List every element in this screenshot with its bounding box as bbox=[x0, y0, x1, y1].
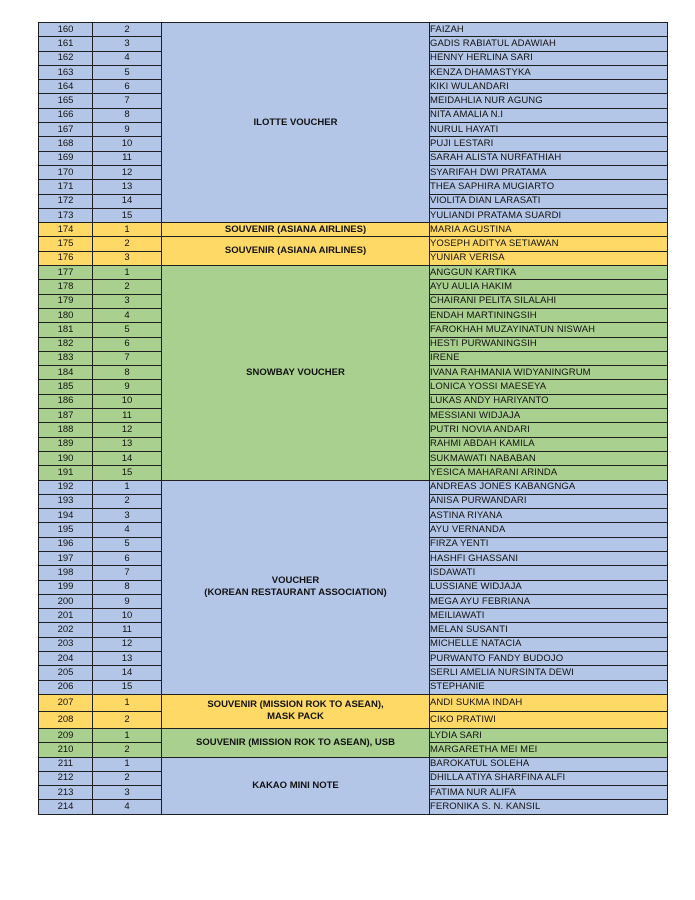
cell-group-index: 9 bbox=[93, 594, 162, 608]
cell-group-index: 7 bbox=[93, 351, 162, 365]
cell-winner-name: ANGGUN KARTIKA bbox=[430, 266, 668, 280]
cell-number: 162 bbox=[39, 51, 93, 65]
cell-winner-name: HENNY HERLINA SARI bbox=[430, 51, 668, 65]
cell-number: 185 bbox=[39, 380, 93, 394]
cell-group-index: 2 bbox=[93, 743, 162, 757]
table-row bbox=[39, 237, 668, 251]
cell-winner-name: MESSIANI WIDJAJA bbox=[430, 409, 668, 423]
table-row bbox=[39, 480, 668, 494]
cell-number: 164 bbox=[39, 80, 93, 94]
cell-group-index: 5 bbox=[93, 537, 162, 551]
cell-winner-name: ISDAWATI bbox=[430, 566, 668, 580]
cell-prize bbox=[162, 223, 430, 237]
prize-line: SOUVENIR (MISSION ROK TO ASEAN), bbox=[207, 699, 384, 711]
cell-group-index: 9 bbox=[93, 380, 162, 394]
cell-winner-name: IVANA RAHMANIA WIDYANINGRUM bbox=[430, 366, 668, 380]
cell-winner-name: MEIDAHLIA NUR AGUNG bbox=[430, 94, 668, 108]
cell-winner-name: ANISA PURWANDARI bbox=[430, 494, 668, 508]
table-row bbox=[39, 223, 668, 237]
cell-number: 214 bbox=[39, 800, 93, 814]
cell-prize bbox=[162, 266, 430, 480]
cell-winner-name: MELAN SUSANTI bbox=[430, 623, 668, 637]
cell-number: 176 bbox=[39, 251, 93, 265]
cell-number: 183 bbox=[39, 351, 93, 365]
cell-number: 200 bbox=[39, 594, 93, 608]
cell-winner-name: SARAH ALISTA NURFATHIAH bbox=[430, 151, 668, 165]
cell-winner-name: KIKI WULANDARI bbox=[430, 80, 668, 94]
cell-group-index: 2 bbox=[93, 494, 162, 508]
cell-number: 172 bbox=[39, 194, 93, 208]
cell-number: 205 bbox=[39, 666, 93, 680]
cell-number: 207 bbox=[39, 694, 93, 711]
cell-group-index: 3 bbox=[93, 251, 162, 265]
cell-group-index: 3 bbox=[93, 37, 162, 51]
cell-group-index: 4 bbox=[93, 51, 162, 65]
cell-number: 212 bbox=[39, 771, 93, 785]
cell-prize bbox=[162, 480, 430, 694]
cell-group-index: 1 bbox=[93, 266, 162, 280]
cell-group-index: 2 bbox=[93, 771, 162, 785]
cell-number: 198 bbox=[39, 566, 93, 580]
cell-winner-name: NURUL HAYATI bbox=[430, 123, 668, 137]
prize-line: SOUVENIR (ASIANA AIRLINES) bbox=[224, 245, 367, 257]
cell-number: 170 bbox=[39, 165, 93, 179]
cell-number: 180 bbox=[39, 308, 93, 322]
cell-group-index: 7 bbox=[93, 94, 162, 108]
cell-number: 196 bbox=[39, 537, 93, 551]
cell-winner-name: PURWANTO FANDY BUDOJO bbox=[430, 652, 668, 666]
cell-number: 181 bbox=[39, 323, 93, 337]
cell-winner-name: FAROKHAH MUZAYINATUN NISWAH bbox=[430, 323, 668, 337]
cell-number: 169 bbox=[39, 151, 93, 165]
cell-group-index: 1 bbox=[93, 728, 162, 742]
cell-group-index: 3 bbox=[93, 509, 162, 523]
cell-winner-name: LUSSIANE WIDJAJA bbox=[430, 580, 668, 594]
cell-number: 204 bbox=[39, 652, 93, 666]
cell-winner-name: FERONIKA S. N. KANSIL bbox=[430, 800, 668, 814]
cell-number: 178 bbox=[39, 280, 93, 294]
cell-group-index: 15 bbox=[93, 208, 162, 222]
cell-winner-name: YESICA MAHARANI ARINDA bbox=[430, 466, 668, 480]
cell-group-index: 15 bbox=[93, 466, 162, 480]
cell-group-index: 4 bbox=[93, 523, 162, 537]
cell-winner-name: NITA AMALIA N.I bbox=[430, 108, 668, 122]
cell-winner-name: ENDAH MARTININGSIH bbox=[430, 308, 668, 322]
cell-number: 161 bbox=[39, 37, 93, 51]
cell-group-index: 12 bbox=[93, 165, 162, 179]
cell-number: 202 bbox=[39, 623, 93, 637]
cell-winner-name: AYU VERNANDA bbox=[430, 523, 668, 537]
cell-winner-name: RAHMI ABDAH KAMILA bbox=[430, 437, 668, 451]
cell-winner-name: YOSEPH ADITYA SETIAWAN bbox=[430, 237, 668, 251]
cell-number: 160 bbox=[39, 23, 93, 37]
cell-group-index: 11 bbox=[93, 409, 162, 423]
cell-winner-name: MICHELLE NATACIA bbox=[430, 637, 668, 651]
prize-line: SOUVENIR (ASIANA AIRLINES) bbox=[224, 223, 367, 235]
cell-winner-name: SERLI AMELIA NURSINTA DEWI bbox=[430, 666, 668, 680]
cell-number: 187 bbox=[39, 409, 93, 423]
winners-table bbox=[38, 22, 668, 815]
cell-winner-name: BAROKATUL SOLEHA bbox=[430, 757, 668, 771]
cell-group-index: 4 bbox=[93, 800, 162, 814]
cell-number: 193 bbox=[39, 494, 93, 508]
cell-winner-name: YUNIAR VERISA bbox=[430, 251, 668, 265]
cell-winner-name: LYDIA SARI bbox=[430, 728, 668, 742]
cell-group-index: 13 bbox=[93, 180, 162, 194]
cell-group-index: 12 bbox=[93, 423, 162, 437]
table-row bbox=[39, 23, 668, 37]
cell-group-index: 2 bbox=[93, 711, 162, 728]
cell-group-index: 8 bbox=[93, 580, 162, 594]
cell-number: 191 bbox=[39, 466, 93, 480]
cell-group-index: 8 bbox=[93, 366, 162, 380]
cell-winner-name: THEA SAPHIRA MUGIARTO bbox=[430, 180, 668, 194]
prize-line: KAKAO MINI NOTE bbox=[252, 779, 339, 791]
cell-winner-name: YULIANDI PRATAMA SUARDI bbox=[430, 208, 668, 222]
cell-winner-name: CHAIRANI PELITA SILALAHI bbox=[430, 294, 668, 308]
cell-number: 208 bbox=[39, 711, 93, 728]
cell-prize bbox=[162, 237, 430, 266]
cell-winner-name: MEGA AYU FEBRIANA bbox=[430, 594, 668, 608]
cell-winner-name: AYU AULIA HAKIM bbox=[430, 280, 668, 294]
cell-winner-name: PUTRI NOVIA ANDARI bbox=[430, 423, 668, 437]
cell-winner-name: LUKAS ANDY HARIYANTO bbox=[430, 394, 668, 408]
cell-group-index: 9 bbox=[93, 123, 162, 137]
cell-number: 189 bbox=[39, 437, 93, 451]
cell-number: 168 bbox=[39, 137, 93, 151]
table-row bbox=[39, 694, 668, 711]
cell-group-index: 5 bbox=[93, 65, 162, 79]
cell-group-index: 14 bbox=[93, 666, 162, 680]
prize-line: SOUVENIR (MISSION ROK TO ASEAN), USB bbox=[196, 736, 395, 748]
cell-winner-name: PUJI LESTARI bbox=[430, 137, 668, 151]
cell-number: 167 bbox=[39, 123, 93, 137]
cell-winner-name: FIRZA YENTI bbox=[430, 537, 668, 551]
cell-prize bbox=[162, 23, 430, 223]
cell-winner-name: MEILIAWATI bbox=[430, 609, 668, 623]
prize-line: ILOTTE VOUCHER bbox=[253, 116, 338, 128]
prize-line: MASK PACK bbox=[267, 711, 324, 723]
prize-line: SNOWBAY VOUCHER bbox=[246, 366, 345, 378]
cell-number: 165 bbox=[39, 94, 93, 108]
cell-number: 201 bbox=[39, 609, 93, 623]
cell-group-index: 15 bbox=[93, 680, 162, 694]
cell-number: 194 bbox=[39, 509, 93, 523]
cell-group-index: 12 bbox=[93, 637, 162, 651]
cell-group-index: 11 bbox=[93, 623, 162, 637]
cell-number: 209 bbox=[39, 728, 93, 742]
cell-group-index: 3 bbox=[93, 294, 162, 308]
table-row bbox=[39, 757, 668, 771]
cell-winner-name: DHILLA ATIYA SHARFINA ALFI bbox=[430, 771, 668, 785]
cell-number: 182 bbox=[39, 337, 93, 351]
cell-winner-name: MARGARETHA MEI MEI bbox=[430, 743, 668, 757]
cell-number: 163 bbox=[39, 65, 93, 79]
table-row bbox=[39, 266, 668, 280]
cell-number: 173 bbox=[39, 208, 93, 222]
cell-prize bbox=[162, 757, 430, 814]
cell-winner-name: KENZA DHAMASTYKA bbox=[430, 65, 668, 79]
cell-winner-name: IRENE bbox=[430, 351, 668, 365]
cell-winner-name: ASTINA RIYANA bbox=[430, 509, 668, 523]
cell-group-index: 7 bbox=[93, 566, 162, 580]
cell-number: 171 bbox=[39, 180, 93, 194]
cell-group-index: 6 bbox=[93, 551, 162, 565]
cell-number: 213 bbox=[39, 786, 93, 800]
cell-winner-name: STEPHANIE bbox=[430, 680, 668, 694]
cell-group-index: 14 bbox=[93, 451, 162, 465]
cell-group-index: 2 bbox=[93, 23, 162, 37]
cell-winner-name: SYARIFAH DWI PRATAMA bbox=[430, 165, 668, 179]
cell-prize bbox=[162, 728, 430, 757]
cell-group-index: 1 bbox=[93, 480, 162, 494]
cell-number: 192 bbox=[39, 480, 93, 494]
cell-group-index: 2 bbox=[93, 280, 162, 294]
cell-prize bbox=[162, 694, 430, 728]
cell-group-index: 13 bbox=[93, 437, 162, 451]
cell-number: 177 bbox=[39, 266, 93, 280]
cell-winner-name: HASHFI GHASSANI bbox=[430, 551, 668, 565]
cell-number: 179 bbox=[39, 294, 93, 308]
cell-number: 166 bbox=[39, 108, 93, 122]
cell-winner-name: GADIS RABIATUL ADAWIAH bbox=[430, 37, 668, 51]
cell-winner-name: LONICA YOSSI MAESEYA bbox=[430, 380, 668, 394]
cell-winner-name: ANDREAS JONES KABANGNGA bbox=[430, 480, 668, 494]
winners-table-body bbox=[39, 23, 668, 815]
cell-group-index: 1 bbox=[93, 223, 162, 237]
cell-number: 175 bbox=[39, 237, 93, 251]
cell-number: 190 bbox=[39, 451, 93, 465]
cell-winner-name: FATIMA NUR ALIFA bbox=[430, 786, 668, 800]
table-row bbox=[39, 728, 668, 742]
cell-group-index: 4 bbox=[93, 308, 162, 322]
cell-group-index: 3 bbox=[93, 786, 162, 800]
cell-winner-name: SUKMAWATI NABABAN bbox=[430, 451, 668, 465]
cell-number: 184 bbox=[39, 366, 93, 380]
cell-number: 206 bbox=[39, 680, 93, 694]
cell-winner-name: CIKO PRATIWI bbox=[430, 711, 668, 728]
cell-group-index: 10 bbox=[93, 609, 162, 623]
cell-number: 210 bbox=[39, 743, 93, 757]
cell-group-index: 2 bbox=[93, 237, 162, 251]
cell-group-index: 8 bbox=[93, 108, 162, 122]
cell-winner-name: ANDI SUKMA INDAH bbox=[430, 694, 668, 711]
cell-group-index: 11 bbox=[93, 151, 162, 165]
cell-winner-name: FAIZAH bbox=[430, 23, 668, 37]
cell-group-index: 6 bbox=[93, 337, 162, 351]
cell-group-index: 1 bbox=[93, 694, 162, 711]
cell-winner-name: MARIA AGUSTINA bbox=[430, 223, 668, 237]
cell-group-index: 13 bbox=[93, 652, 162, 666]
cell-group-index: 1 bbox=[93, 757, 162, 771]
cell-number: 203 bbox=[39, 637, 93, 651]
cell-group-index: 14 bbox=[93, 194, 162, 208]
cell-number: 174 bbox=[39, 223, 93, 237]
cell-winner-name: VIOLITA DIAN LARASATI bbox=[430, 194, 668, 208]
cell-number: 195 bbox=[39, 523, 93, 537]
cell-number: 186 bbox=[39, 394, 93, 408]
cell-number: 199 bbox=[39, 580, 93, 594]
cell-number: 211 bbox=[39, 757, 93, 771]
prize-line: (KOREAN RESTAURANT ASSOCIATION) bbox=[204, 587, 387, 599]
cell-group-index: 10 bbox=[93, 394, 162, 408]
cell-group-index: 5 bbox=[93, 323, 162, 337]
cell-number: 188 bbox=[39, 423, 93, 437]
cell-number: 197 bbox=[39, 551, 93, 565]
cell-winner-name: HESTI PURWANINGSIH bbox=[430, 337, 668, 351]
cell-group-index: 10 bbox=[93, 137, 162, 151]
prize-line: VOUCHER bbox=[271, 575, 320, 587]
cell-group-index: 6 bbox=[93, 80, 162, 94]
